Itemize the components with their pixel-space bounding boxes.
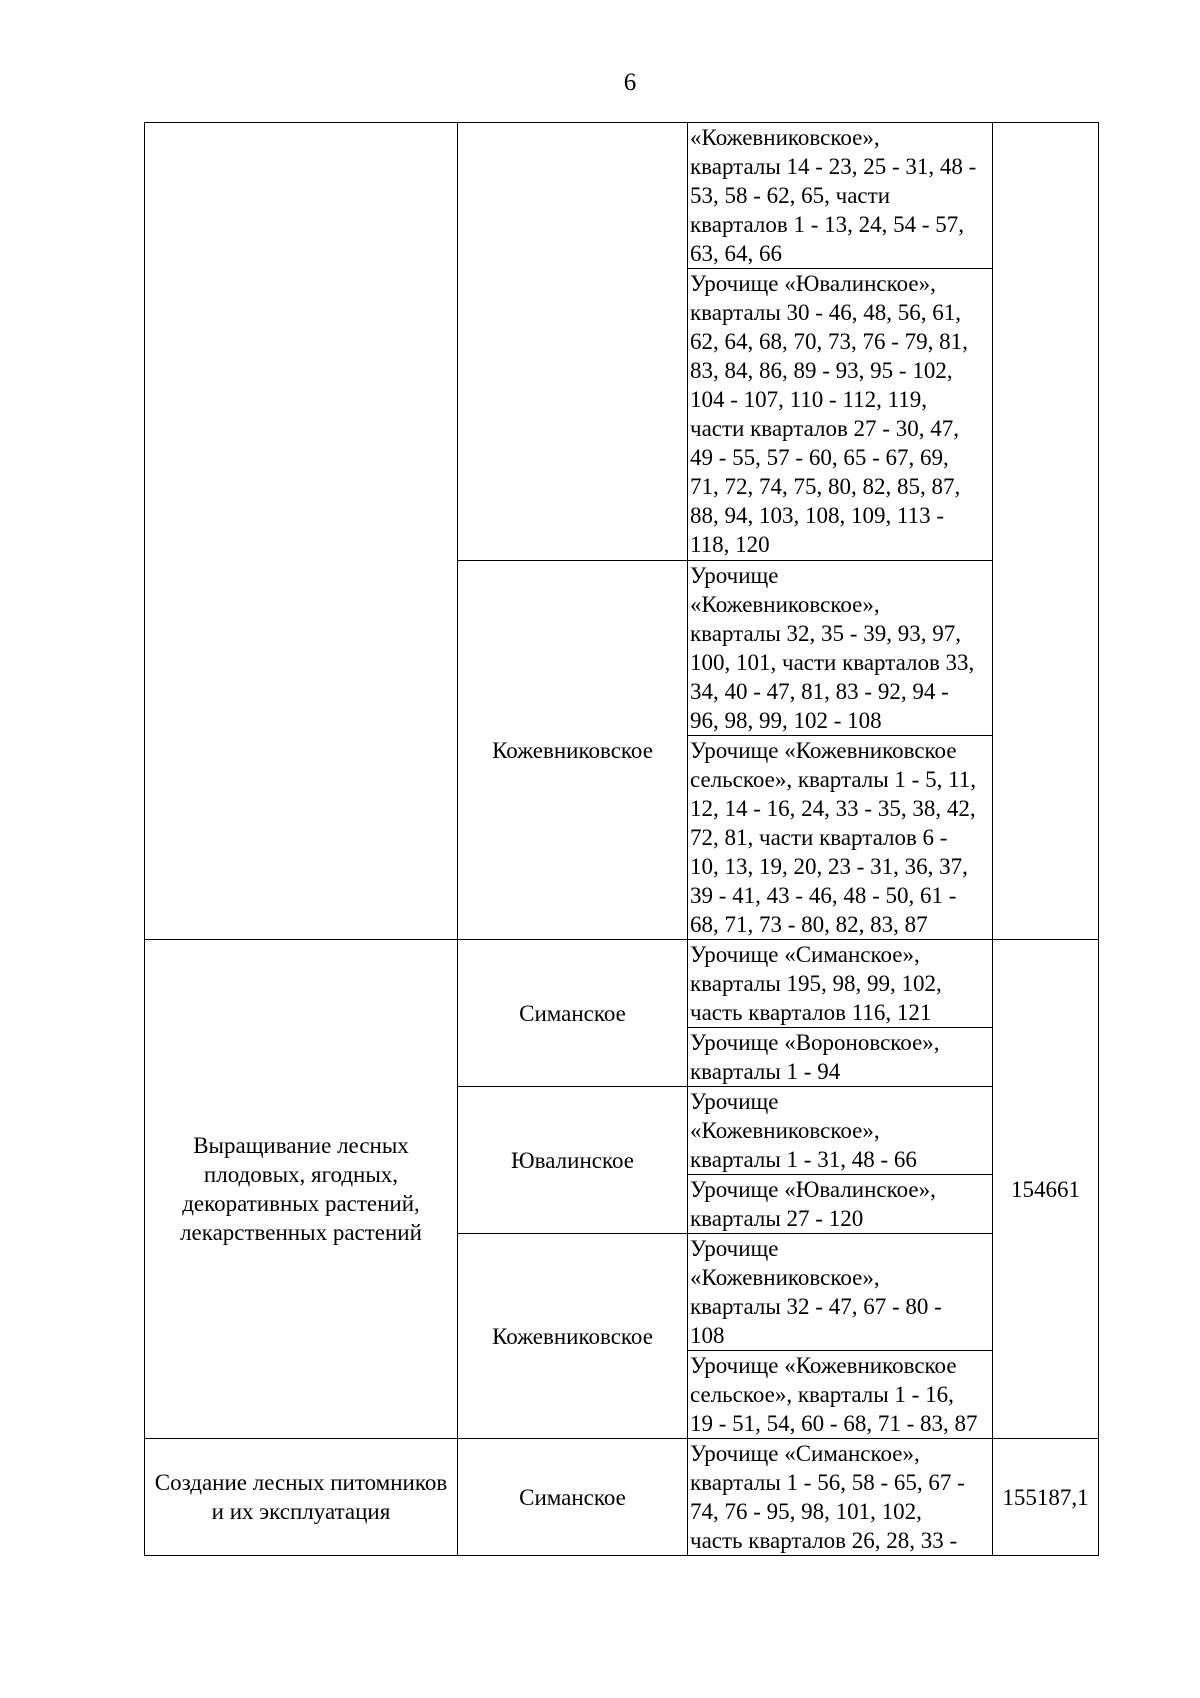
parcel-cell: Урочище «Кожевниковское сельское», кварталы 1 - 5, 11, 12, 14 - 16, 24, 33 - 35, 38, 42, 72, 81, части кварталов 6 - 10, 13, 19, 20, 23 - 31, 36, 37, 39 - 41, 43 - 46, 48 - 50, 61 - 68, 71, 73 - 80, 82, 83, 87 [688, 736, 993, 940]
parcel-cell: Урочище «Кожевниковское», кварталы 1 - 31, 48 - 66 [688, 1087, 993, 1175]
table-row [145, 123, 1099, 269]
parcel-cell: Урочище «Кожевниковское», кварталы 32 - 47, 67 - 80 - 108 [688, 1234, 993, 1351]
parcel-cell: «Кожевниковское», кварталы 14 - 23, 25 - 31, 48 - 53, 58 - 62, 65, части кварталов 1 - 13, 24, 54 - 57, 63, 64, 66 [688, 123, 993, 269]
forestry-cell [458, 123, 688, 561]
forestry-cell: Симанское [458, 1439, 688, 1556]
forestry-cell: Кожевниковское [458, 1234, 688, 1439]
area-cell [993, 123, 1099, 940]
parcel-cell: Урочище «Ювалинское», кварталы 30 - 46, 48, 56, 61, 62, 64, 68, 70, 73, 76 - 79, 81, 83, 84, 86, 89 - 93, 95 - 102, 104 - 107, 110 - 112, 119, части кварталов 27 - 30, 47, 49 - 55, 57 - 60, 65 - 67, 69, 71, 72, 74, 75, 80, 82, 85, 87, 88, 94, 103, 108, 109, 113 - 118, 120 [688, 269, 993, 561]
parcel-cell: Урочище «Кожевниковское сельское», кварталы 1 - 16, 19 - 51, 54, 60 - 68, 71 - 83, 87 [688, 1351, 993, 1439]
page-number: 6 [623, 69, 637, 96]
activity-cell [145, 123, 458, 940]
parcel-cell: Урочище «Симанское», кварталы 195, 98, 99, 102, часть кварталов 116, 121 [688, 940, 993, 1028]
activity-cell: Выращивание лесных плодовых, ягодных, декоративных растений, лекарственных растений [145, 940, 458, 1439]
table-row [145, 940, 1099, 1028]
area-cell: 155187,1 [993, 1439, 1099, 1556]
parcel-cell: Урочище «Вороновское», кварталы 1 - 94 [688, 1028, 993, 1087]
activity-cell: Создание лесных питомников и их эксплуатация [145, 1439, 458, 1556]
forestry-cell: Кожевниковское [458, 561, 688, 940]
parcel-cell: Урочище «Ювалинское», кварталы 27 - 120 [688, 1175, 993, 1234]
parcel-cell: Урочище «Кожевниковское», кварталы 32, 35 - 39, 93, 97, 100, 101, части кварталов 33, 34, 40 - 47, 81, 83 - 92, 94 - 96, 98, 99, 102 - 108 [688, 561, 993, 736]
area-cell: 154661 [993, 940, 1099, 1439]
forestry-cell: Ювалинское [458, 1087, 688, 1234]
table-row [145, 1439, 1099, 1556]
forest-use-table [144, 122, 1099, 1556]
parcel-cell: Урочище «Симанское», кварталы 1 - 56, 58 - 65, 67 - 74, 76 - 95, 98, 101, 102, часть кварталов 26, 28, 33 - [688, 1439, 993, 1556]
forestry-cell: Симанское [458, 940, 688, 1087]
